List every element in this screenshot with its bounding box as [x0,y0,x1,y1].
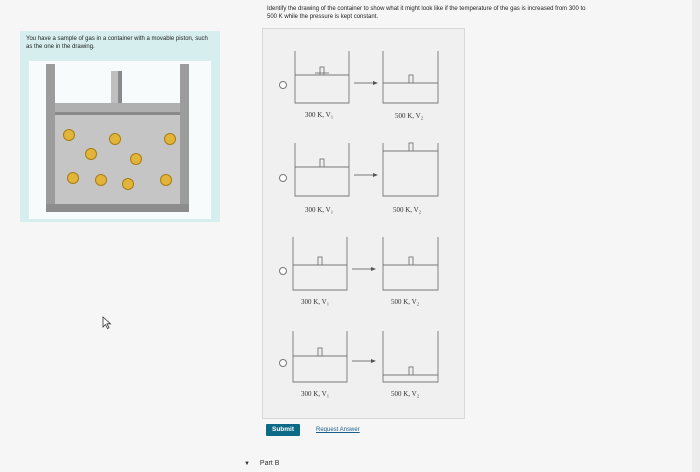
mouse-pointer-icon [100,316,114,330]
right-label: 500 K, V₂ [391,298,420,306]
caret-down-icon[interactable]: ▼ [244,461,250,467]
arrow-right-icon [373,81,378,85]
arrow-right-icon [371,359,376,363]
submit-button[interactable]: Submit [266,424,300,436]
answer-option-4[interactable] [263,321,464,415]
right-label: 500 K, V₂ [393,206,422,214]
left-label: 300 K, V₁ [305,206,334,214]
option-2-diagram [263,133,464,227]
part-b-header[interactable] [244,460,279,467]
right-label: 500 K, V₂ [391,390,420,398]
option-1-diagram [263,39,464,133]
arrow-right-icon [371,267,376,271]
left-label: 300 K, V₁ [301,298,330,306]
piston-container-drawing [20,31,220,222]
option-3-diagram [263,227,464,321]
option-4-diagram [263,321,464,415]
answer-option-3[interactable] [263,227,464,321]
question-prompt [267,5,687,21]
left-label: 300 K, V₁ [305,111,334,119]
answer-option-1[interactable] [263,39,464,133]
answer-option-2[interactable] [263,133,464,227]
scrollbar-track[interactable] [692,0,700,472]
answer-options-panel [262,28,465,419]
request-answer-link[interactable]: Request Answer [316,427,360,433]
question-line-2: 500 K while the pressure is kept constant. [267,14,379,20]
left-label: 300 K, V₁ [301,390,330,398]
intro-panel [20,31,220,222]
question-line-1: Identify the drawing of the container to show what it might look like if the temperature of the gas is increased from 300 to [267,6,586,12]
right-label: 500 K, V₂ [395,112,424,120]
intro-text: You have a sample of gas in a container with a movable piston, such as the one in the drawing. [26,36,208,50]
part-b-label: Part B [259,460,280,467]
arrow-right-icon [373,173,378,177]
